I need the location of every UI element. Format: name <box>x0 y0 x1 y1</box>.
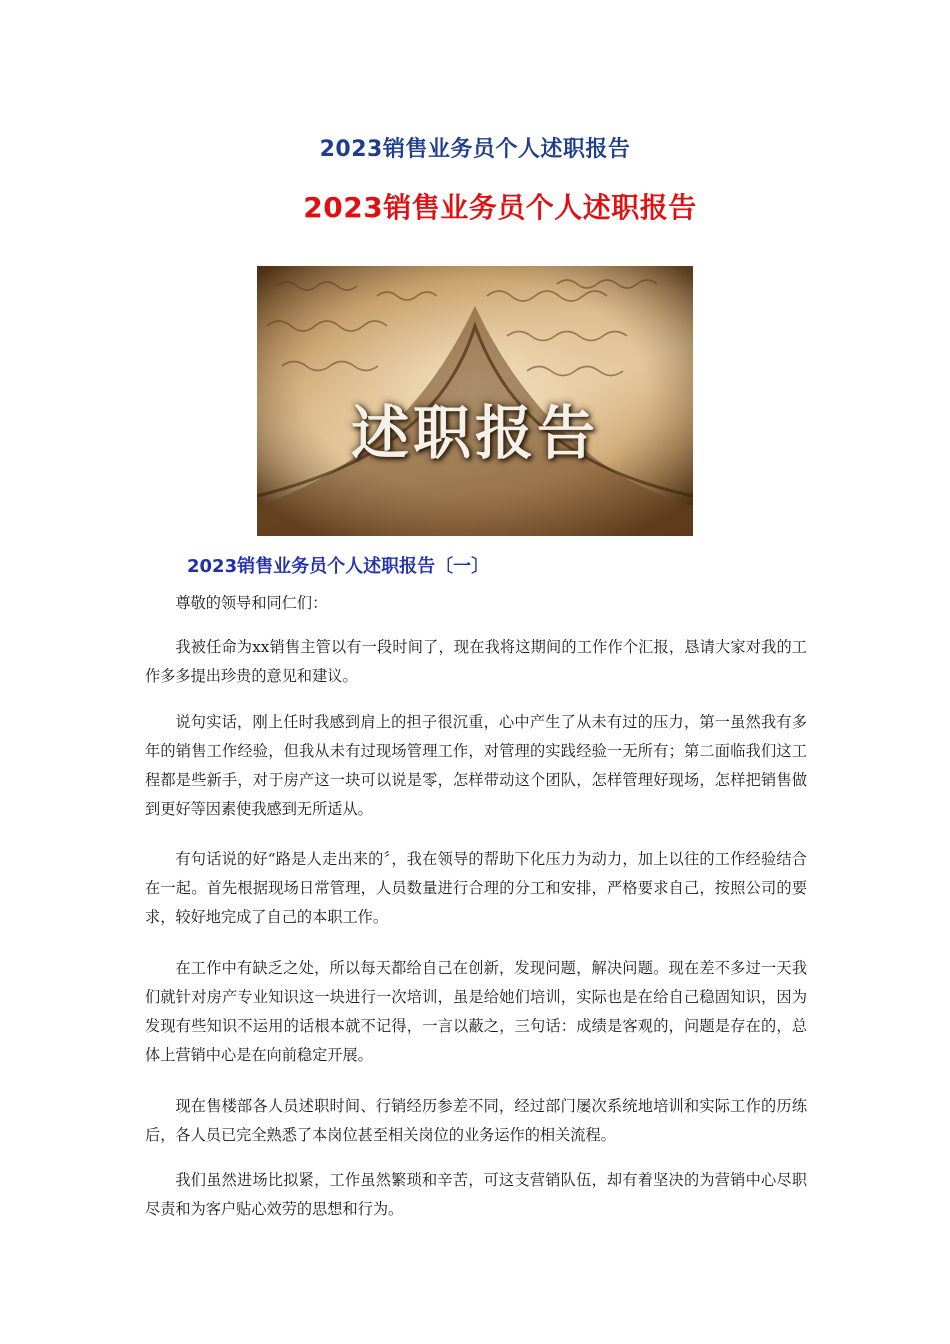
paragraph-text: 现在售楼部各人员述职时间、行销经历参差不同，经过部门屡次系统地培训和实际工作的历练后，各人员已完全熟悉了本岗位甚至相关岗位的业务运作的相关流程。 <box>145 1097 807 1144</box>
paragraph-2 <box>145 708 807 824</box>
document-header-title: 2023销售业务员个人述职报告 <box>319 137 631 162</box>
paragraph-text: 说句实话，刚上任时我感到肩上的担子很沉重，心中产生了从未有过的压力，第一虽然我有多年的销售工作经验，但我从未有过现场管理工作，对管理的实践经验一无所有；第二面临我们这工程都是些新手，对于房产这一块可以说是零，怎样带动这个团队，怎样管理好现场，怎样把销售做到更好等因素使我感到无所适从。 <box>145 713 807 818</box>
paragraph-1 <box>145 633 807 691</box>
cover-overlay-text: 述职报告 <box>350 399 599 467</box>
paragraph-text: 我被任命为xx销售主管以有一段时间了，现在我将这期间的工作作个汇报，恳请大家对我的工作多多提出珍贵的意见和建议。 <box>145 638 807 685</box>
paragraph-5 <box>145 1092 807 1150</box>
section-heading: 2023销售业务员个人述职报告〔一〕 <box>187 556 490 577</box>
paragraph-6 <box>145 1166 807 1224</box>
paragraph-3 <box>145 845 807 932</box>
document-main-title: 2023销售业务员个人述职报告 <box>303 191 697 224</box>
paragraph-text: 有句话说的好“路是人走出来的〞，我在领导的帮助下化压力为动力，加上以往的工作经验结合在一起。首先根据现场日常管理，人员数量进行合理的分工和安排，严格要求自己，按照公司的要求，较好地完成了自己的本职工作。 <box>145 850 807 926</box>
paragraph-text: 在工作中有缺乏之处，所以每天都给自己在创新，发现问题，解决问题。现在差不多过一天我们就针对房产专业知识这一块进行一次培训，虽是给她们培训，实际也是在给自己稳固知识，因为发现有些知识不运用的话根本就不记得，一言以蔽之，三句话：成绩是客观的，问题是存在的，总体上营销中心是在向前稳定开展。 <box>145 959 807 1064</box>
paragraph-4 <box>145 954 807 1070</box>
salutation-text: 尊敬的领导和同仁们： <box>175 594 328 612</box>
salutation <box>145 589 807 618</box>
paragraph-text: 我们虽然进场比拟紧，工作虽然繁琐和辛苦，可这支营销队伍，却有着坚决的为营销中心尽职尽责和为客户贴心效劳的思想和行为。 <box>145 1171 807 1218</box>
cover-image <box>257 266 693 536</box>
